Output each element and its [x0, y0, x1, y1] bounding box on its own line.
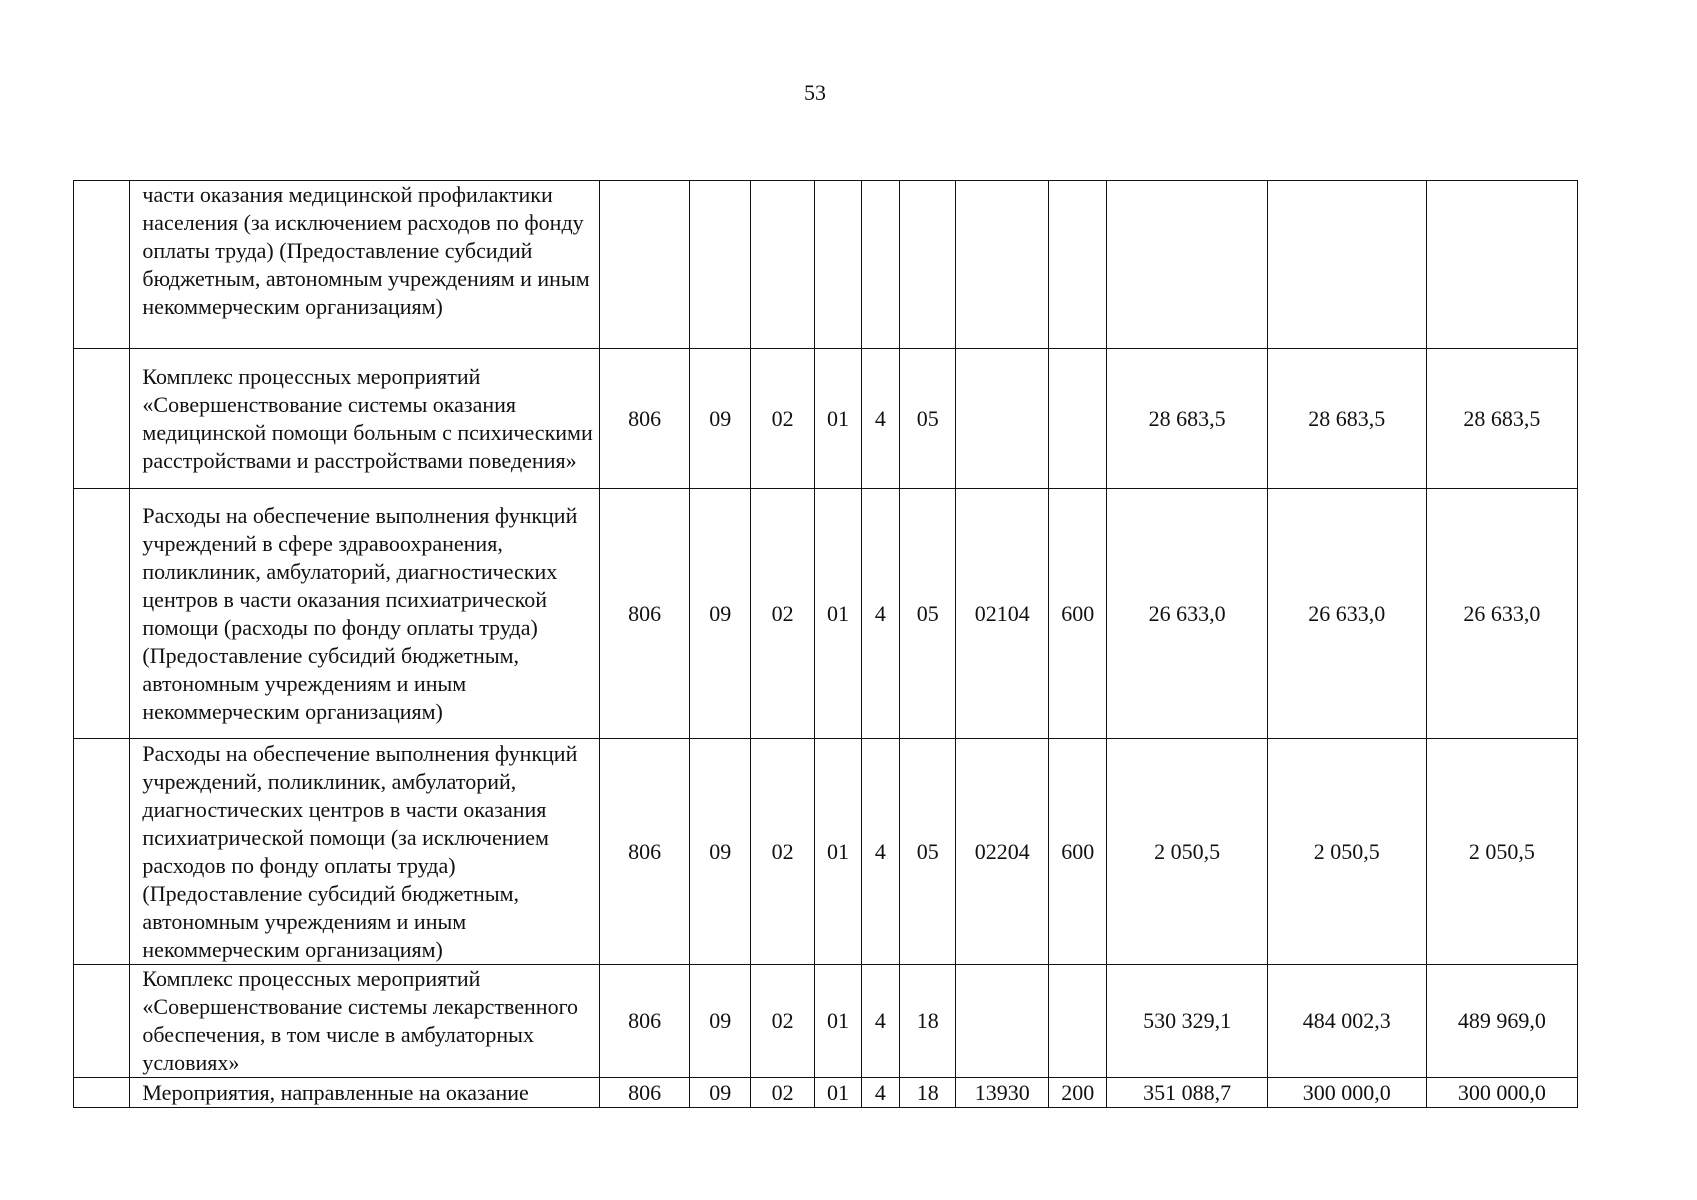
row-number-cell	[74, 489, 130, 739]
item-name	[130, 489, 599, 739]
expense-type-code	[1049, 181, 1107, 349]
table-row	[74, 181, 1578, 349]
item-name-text: части оказания медицинской профилактики населения (за исключением расходов по фонду оплаты труда) (Предоставление субсидий бюджетным, автономным учреждениям и иным некоммерческим организациям)	[142, 182, 590, 319]
item-name-text: Расходы на обеспечение выполнения функций учреждений в сфере здравоохранения, поликлиник, амбулаторий, диагностических центров в части оказания психиатрической помощи (расходы по фонду оплаты труда) (Предоставление субсидий бюджетным, автономным учреждениям и иным некоммерческим организациям)	[142, 502, 578, 724]
expense-type-code: 200	[1049, 1078, 1107, 1108]
target-code-2: 4	[861, 739, 899, 965]
subsection-code: 02	[750, 1078, 814, 1108]
expense-type-code: 600	[1049, 489, 1107, 739]
section-code: 09	[690, 489, 750, 739]
target-code-3: 18	[899, 1078, 955, 1108]
table-row	[74, 1078, 1578, 1108]
target-code-3: 05	[899, 489, 955, 739]
target-code-4: 13930	[956, 1078, 1049, 1108]
amount-year-2: 26 633,0	[1267, 489, 1426, 739]
amount-year-1: 530 329,1	[1107, 965, 1267, 1078]
target-code-2: 4	[861, 349, 899, 489]
item-name-text: Мероприятия, направленные на оказание	[142, 1079, 529, 1105]
row-number-cell	[74, 965, 130, 1078]
row-number-cell	[74, 181, 130, 349]
target-code-2: 4	[861, 1078, 899, 1108]
amount-year-3: 300 000,0	[1426, 1078, 1577, 1108]
section-code: 09	[690, 1078, 750, 1108]
amount-year-1: 351 088,7	[1107, 1078, 1267, 1108]
section-code	[690, 181, 750, 349]
target-code-1: 01	[815, 965, 861, 1078]
table-row	[74, 739, 1578, 965]
section-code: 09	[690, 739, 750, 965]
table-row	[74, 349, 1578, 489]
target-code-4: 02204	[956, 739, 1049, 965]
grbs-code	[599, 181, 690, 349]
item-name	[130, 1078, 599, 1108]
item-name	[130, 181, 599, 349]
page-number: 53	[804, 80, 826, 105]
expense-type-code	[1049, 349, 1107, 489]
target-code-4	[956, 965, 1049, 1078]
subsection-code: 02	[750, 349, 814, 489]
amount-year-3	[1426, 181, 1577, 349]
amount-year-1	[1107, 181, 1267, 349]
target-code-1: 01	[815, 489, 861, 739]
target-code-4: 02104	[956, 489, 1049, 739]
amount-year-2: 28 683,5	[1267, 349, 1426, 489]
amount-year-2: 300 000,0	[1267, 1078, 1426, 1108]
expense-type-code	[1049, 965, 1107, 1078]
amount-year-1: 2 050,5	[1107, 739, 1267, 965]
amount-year-1: 26 633,0	[1107, 489, 1267, 739]
target-code-4	[956, 181, 1049, 349]
target-code-3: 18	[899, 965, 955, 1078]
subsection-code: 02	[750, 739, 814, 965]
row-number-cell	[74, 739, 130, 965]
item-name-text: Комплекс процессных мероприятий «Совершенствование системы лекарственного обеспечения, в том числе в амбулаторных условиях»	[142, 966, 579, 1075]
expense-type-code: 600	[1049, 739, 1107, 965]
target-code-2: 4	[861, 489, 899, 739]
target-code-1	[815, 181, 861, 349]
budget-table	[73, 180, 1578, 1108]
amount-year-3: 2 050,5	[1426, 739, 1577, 965]
grbs-code: 806	[599, 489, 690, 739]
row-number-cell	[74, 349, 130, 489]
amount-year-1: 28 683,5	[1107, 349, 1267, 489]
row-number-cell	[74, 1078, 130, 1108]
grbs-code: 806	[599, 1078, 690, 1108]
grbs-code: 806	[599, 349, 690, 489]
amount-year-2: 2 050,5	[1267, 739, 1426, 965]
amount-year-3: 28 683,5	[1426, 349, 1577, 489]
amount-year-3: 489 969,0	[1426, 965, 1577, 1078]
target-code-3: 05	[899, 349, 955, 489]
grbs-code: 806	[599, 739, 690, 965]
section-code: 09	[690, 349, 750, 489]
table-row	[74, 489, 1578, 739]
item-name-text: Комплекс процессных мероприятий «Совершенствование системы оказания медицинской помощи больным с психическими расстройствами и расстройствами поведения»	[142, 363, 593, 473]
target-code-1: 01	[815, 739, 861, 965]
target-code-2	[861, 181, 899, 349]
target-code-3: 05	[899, 739, 955, 965]
amount-year-2: 484 002,3	[1267, 965, 1426, 1078]
target-code-2: 4	[861, 965, 899, 1078]
target-code-3	[899, 181, 955, 349]
amount-year-3: 26 633,0	[1426, 489, 1577, 739]
subsection-code	[750, 181, 814, 349]
subsection-code: 02	[750, 489, 814, 739]
table-row	[74, 965, 1578, 1078]
target-code-1: 01	[815, 1078, 861, 1108]
item-name	[130, 349, 599, 489]
grbs-code: 806	[599, 965, 690, 1078]
subsection-code: 02	[750, 965, 814, 1078]
item-name	[130, 739, 599, 965]
amount-year-2	[1267, 181, 1426, 349]
item-name	[130, 965, 599, 1078]
target-code-1: 01	[815, 349, 861, 489]
item-name-text: Расходы на обеспечение выполнения функций учреждений, поликлиник, амбулаторий, диагностических центров в части оказания психиатрической помощи (за исключением расходов по фонду оплаты труда) (Предоставление субсидий бюджетным, автономным учреждениям и иным некоммерческим организациям)	[142, 740, 578, 962]
target-code-4	[956, 349, 1049, 489]
section-code: 09	[690, 965, 750, 1078]
